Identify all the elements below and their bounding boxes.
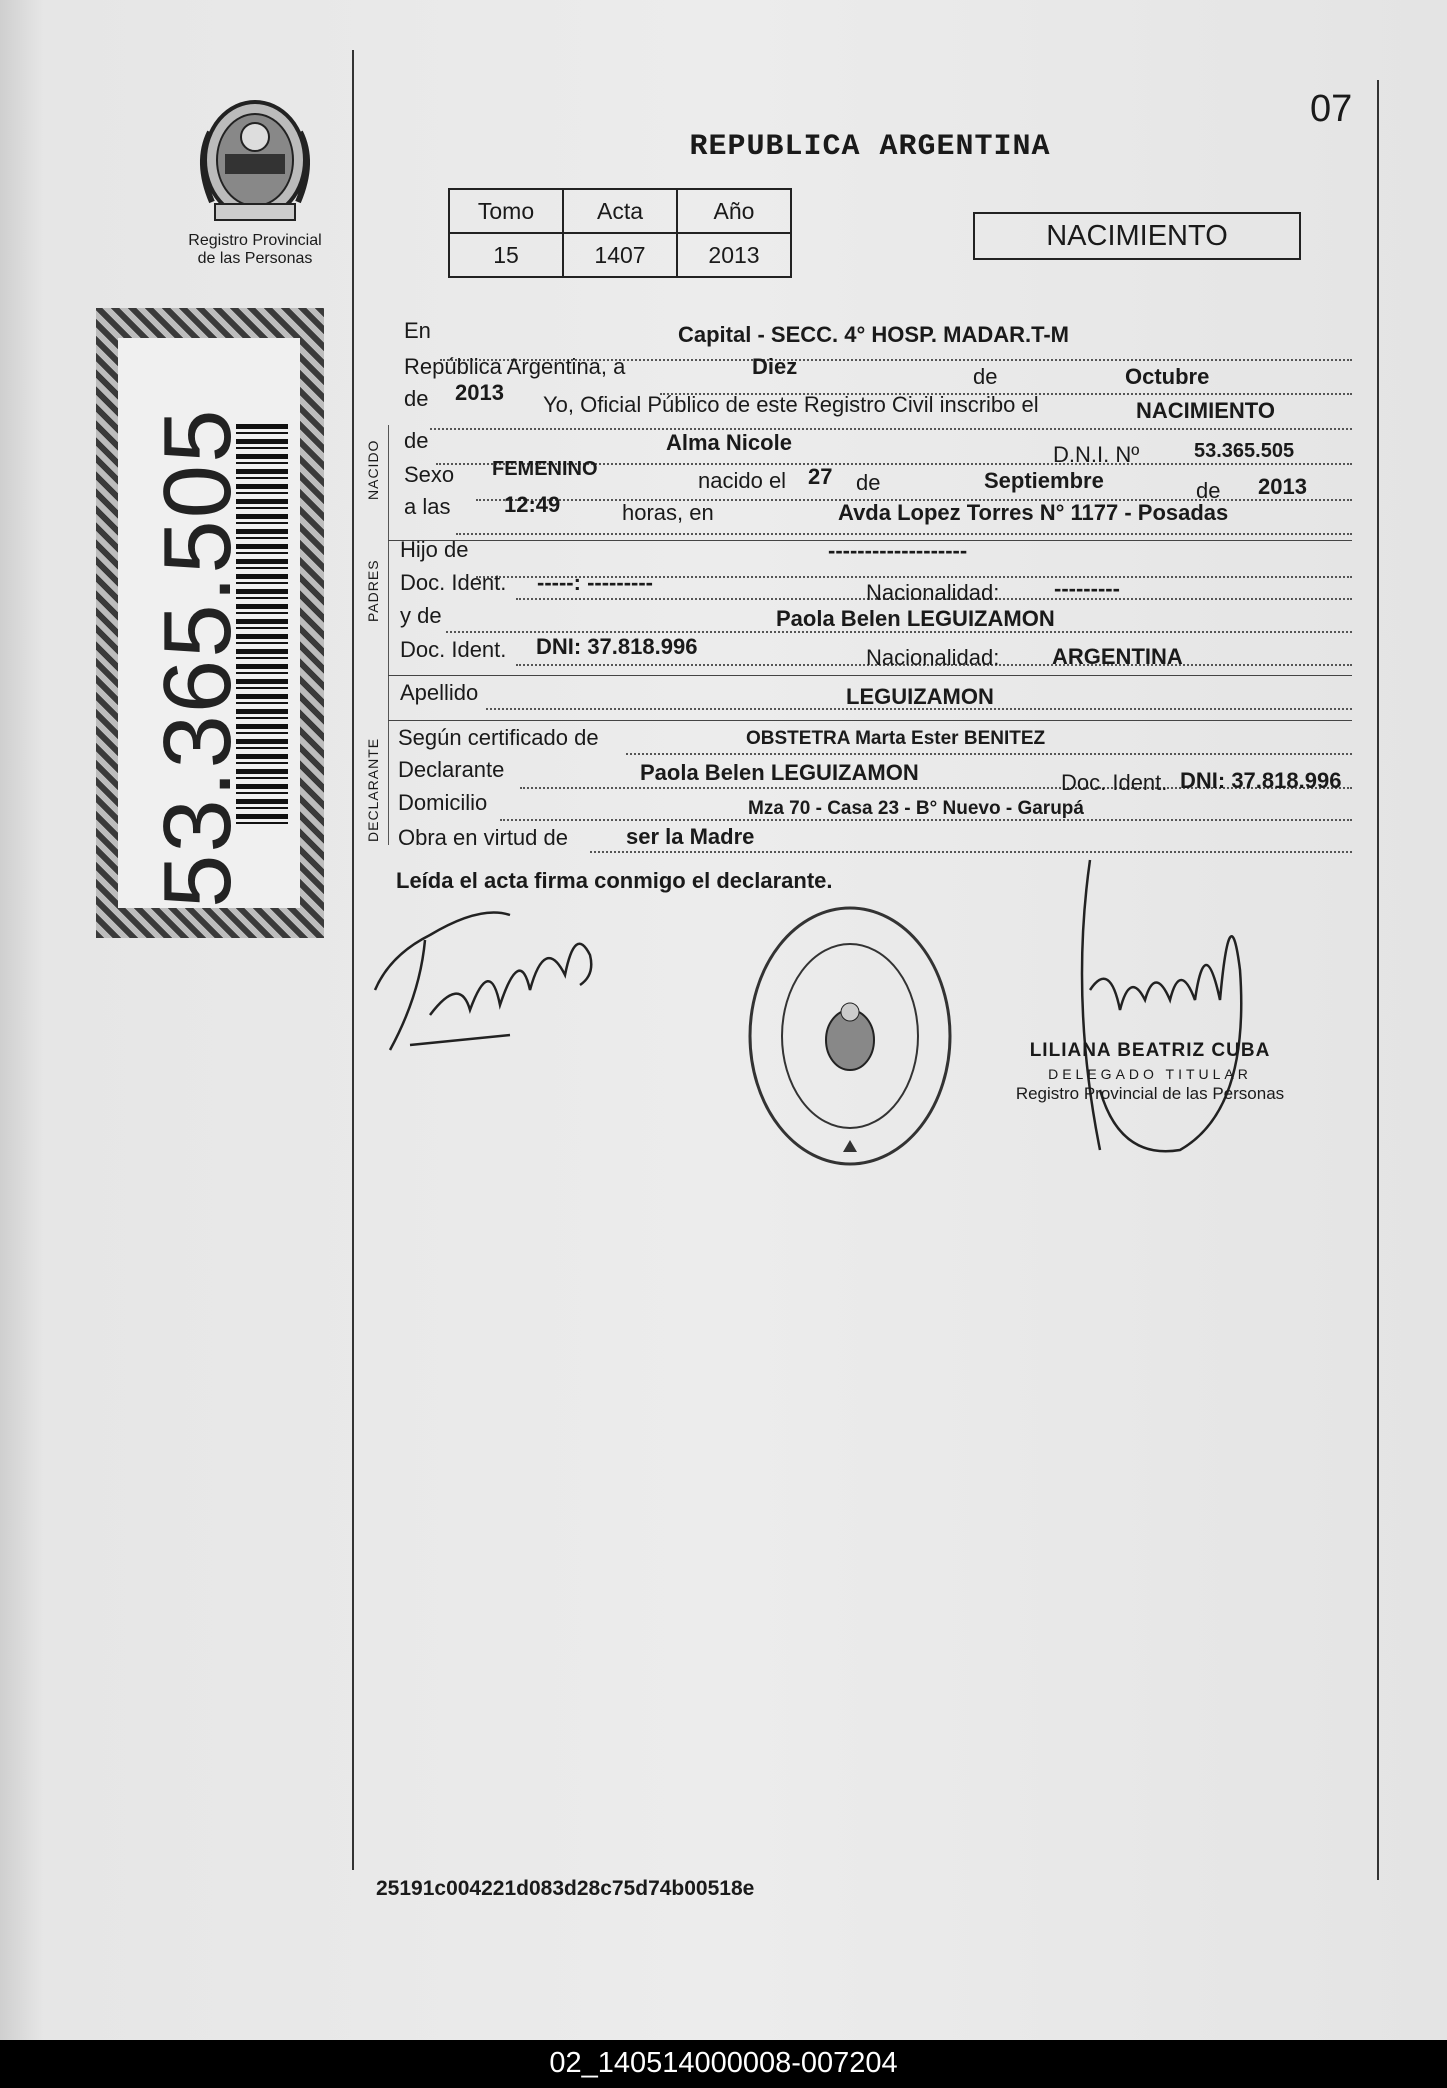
official-stamp (745, 902, 955, 1170)
label-hijo: Hijo de (400, 537, 469, 562)
label-de1: de (973, 364, 998, 389)
label-yo: Yo, Oficial Público de este Registro Civil inscribo el (543, 392, 1039, 417)
section-bracket (388, 425, 389, 845)
value-nacido-dia: 27 (808, 464, 833, 489)
value-doc2: DNI: 37.818.996 (536, 634, 698, 659)
value-hora: 12:49 (504, 492, 561, 517)
misiones-logo (190, 92, 320, 227)
declarant-signature (370, 895, 610, 1065)
label-apellido: Apellido (400, 680, 479, 705)
side-label-padres: PADRES (365, 559, 381, 622)
ref-value-tomo: 15 (449, 233, 563, 277)
label-dni: D.N.I. Nº (1053, 442, 1140, 467)
label-doc2: Doc. Ident. (400, 637, 507, 662)
label-domicilio: Domicilio (398, 790, 488, 815)
official-block (1000, 1040, 1300, 1104)
label-declarante: Declarante (398, 757, 505, 782)
ref-header-anio: Año (677, 189, 791, 233)
left-margin-line (352, 50, 354, 1870)
value-anio: 2013 (455, 380, 504, 405)
label-sexo: Sexo (404, 462, 455, 487)
reference-table (448, 188, 792, 278)
value-nacido-mes: Septiembre (984, 468, 1104, 493)
value-nac1: --------- (1054, 576, 1120, 601)
label-de3: de (404, 428, 429, 453)
section-separator (388, 720, 1352, 721)
value-declarante: Paola Belen LEGUIZAMON (640, 760, 919, 785)
label-yde: y de (400, 603, 442, 628)
dotted-line (430, 427, 1352, 430)
official-name: LILIANA BEATRIZ CUBA (1029, 1040, 1271, 1061)
read-statement: Leída el acta firma conmigo el declarante. (396, 868, 833, 893)
ref-value-acta: 1407 (563, 233, 677, 277)
value-certificado: OBSTETRA Marta Ester BENITEZ (746, 728, 1046, 749)
value-nombre: Alma Nicole (666, 430, 792, 455)
label-nac1: Nacionalidad: (866, 580, 1000, 605)
logo-caption-line2: de las Personas (197, 250, 313, 267)
document-title: REPUBLICA ARGENTINA (689, 130, 1051, 164)
footer-id: 02_140514000008-007204 (549, 2047, 898, 2079)
value-nac2: ARGENTINA (1052, 644, 1183, 669)
value-domicilio: Mza 70 - Casa 23 - B° Nuevo - Garupá (748, 798, 1084, 819)
official-signature (1060, 850, 1260, 1170)
label-de4: de (856, 470, 881, 495)
label-doc3: Doc. Ident. (1061, 770, 1168, 795)
section-separator (388, 675, 1352, 676)
dotted-line (626, 752, 1352, 755)
value-madre: Paola Belen LEGUIZAMON (776, 606, 1055, 631)
label-de2: de (404, 386, 429, 411)
label-nacido: nacido el (698, 468, 787, 493)
value-sexo: FEMENINO (492, 458, 598, 480)
value-obra: ser la Madre (626, 824, 755, 849)
serial-number: 53.365.505 (144, 407, 251, 908)
label-doc1: Doc. Ident. (400, 570, 507, 595)
logo-caption-line1: Registro Provincial (188, 232, 322, 249)
value-doc1: -----: --------- (537, 570, 654, 595)
side-label-nacido: NACIDO (365, 439, 381, 500)
value-lugar: Avda Lopez Torres N° 1177 - Posadas (838, 500, 1229, 525)
label-de5: de (1196, 478, 1221, 503)
value-doc3: DNI: 37.818.996 (1180, 768, 1342, 793)
serial-inner (118, 338, 300, 908)
label-obra: Obra en virtud de (398, 825, 568, 850)
value-mes: Octubre (1125, 364, 1210, 389)
page-number: 07 (1310, 88, 1353, 130)
label-nac2: Nacionalidad: (866, 645, 1000, 670)
ref-value-anio: 2013 (677, 233, 791, 277)
reference-value-row (449, 233, 791, 277)
side-label-declarante: DECLARANTE (365, 737, 381, 842)
right-margin-line (1377, 80, 1379, 1880)
official-role: DELEGADO TITULAR (1048, 1066, 1252, 1082)
label-alas: a las (404, 494, 451, 519)
reference-header-row (449, 189, 791, 233)
ref-header-tomo: Tomo (449, 189, 563, 233)
doc-type-box: NACIMIENTO (973, 212, 1301, 260)
dotted-line (456, 532, 1352, 535)
label-horas: horas, en (622, 500, 714, 525)
document-hash: 25191c004221d083d28c75d74b00518e (376, 1877, 755, 1900)
label-certificado: Según certificado de (398, 725, 599, 750)
label-republica: República Argentina, a (404, 354, 626, 379)
value-dni: 53.365.505 (1194, 440, 1295, 462)
value-dia: Diez (752, 354, 798, 379)
official-office: Registro Provincial de las Personas (1015, 1084, 1285, 1103)
ref-header-acta: Acta (563, 189, 677, 233)
value-en: Capital - SECC. 4° HOSP. MADAR.T-M (678, 322, 1069, 347)
value-hijo: ------------------- (828, 538, 968, 563)
serial-number-box (96, 308, 324, 938)
logo-caption (165, 232, 345, 268)
label-en: En (404, 318, 431, 343)
value-apellido: LEGUIZAMON (846, 684, 994, 709)
value-nacido-anio: 2013 (1258, 474, 1307, 499)
value-inscribo: NACIMIENTO (1136, 398, 1275, 423)
